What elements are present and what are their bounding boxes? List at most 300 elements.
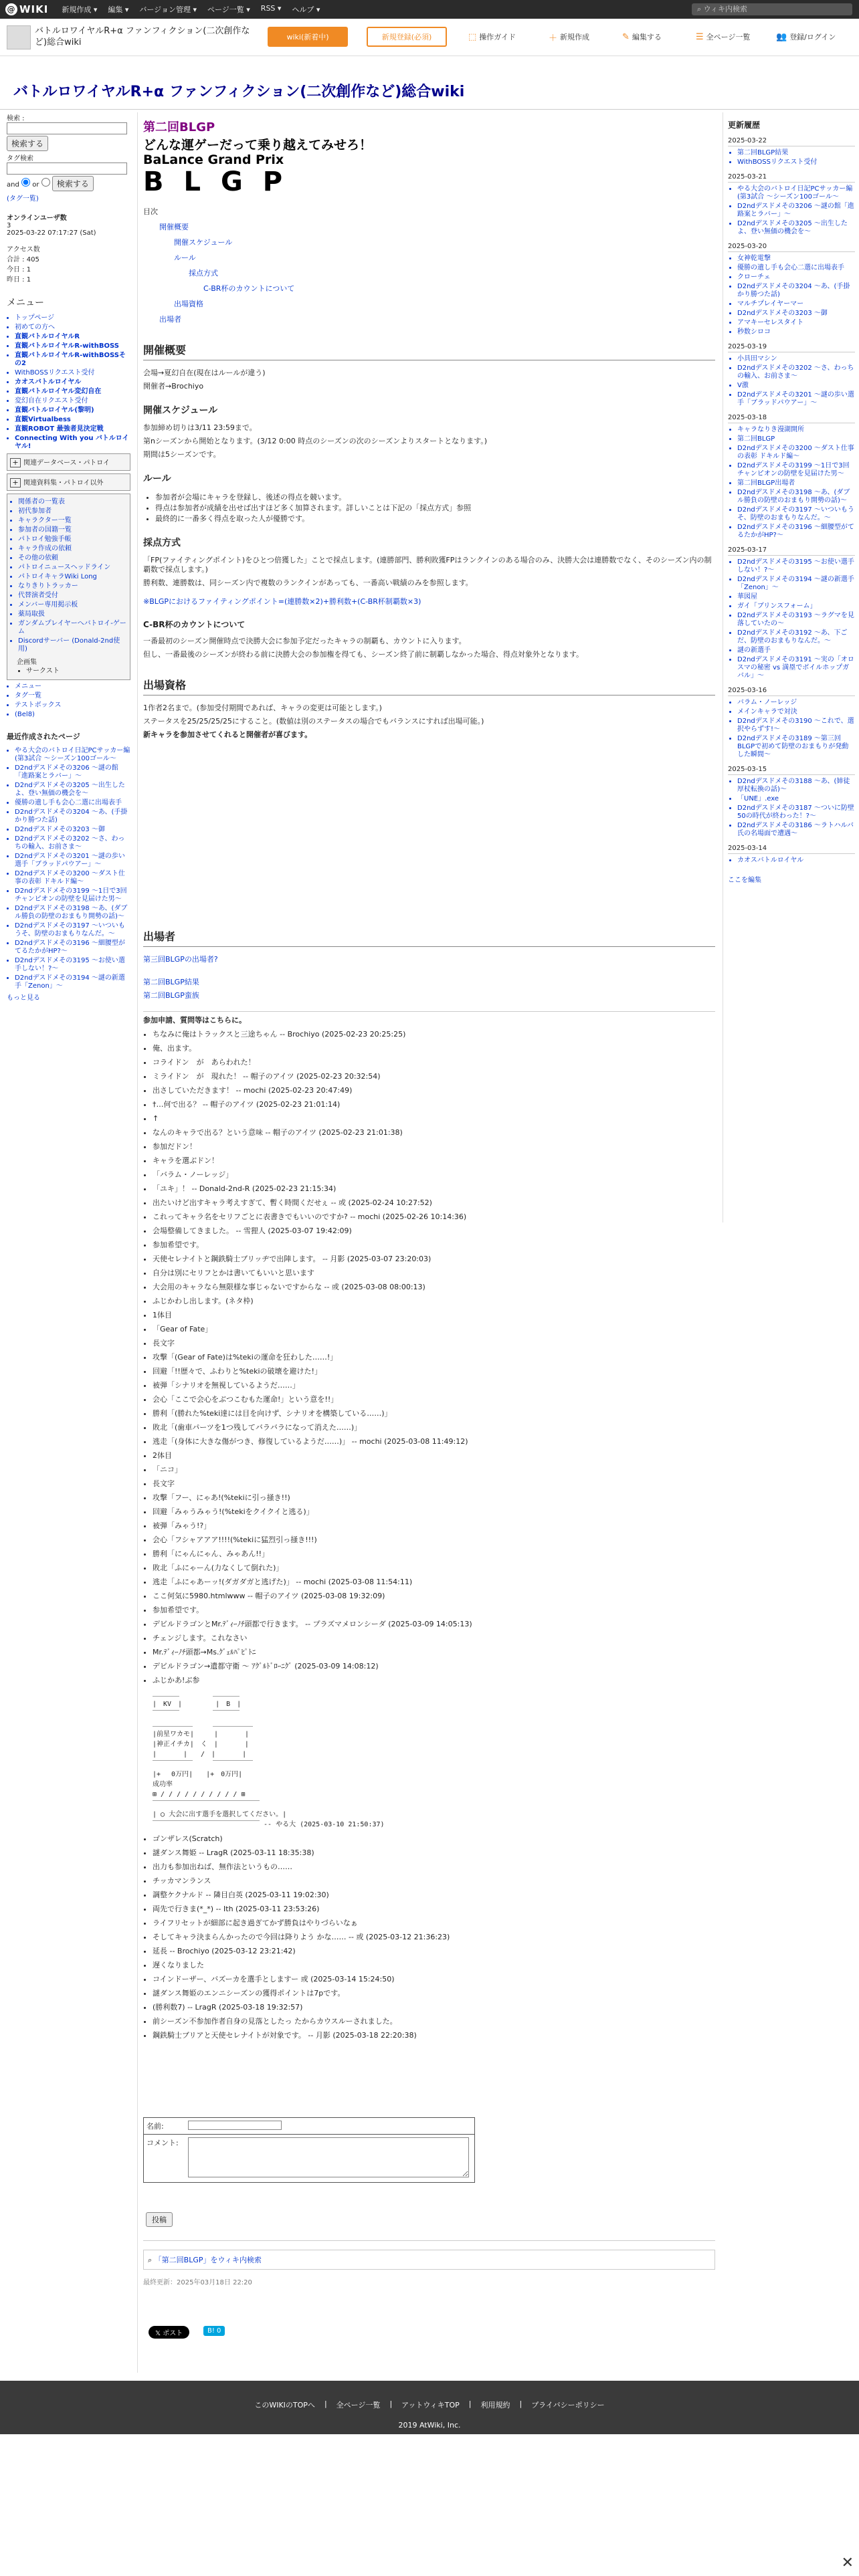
sub-menu-item[interactable]: • キャラクター一覧	[18, 517, 127, 525]
menu-item[interactable]: • 初めての方へ	[15, 324, 130, 332]
history-item[interactable]: • D2ndデスドメその3200 〜ダスト仕事の表彰 ドキルド編〜	[737, 445, 855, 461]
comment-item: • なんのキャラで出る？という意味 -- 帽子のアイツ (2025-02-23 21:01:38)	[153, 1128, 715, 1138]
history-date: 2025-03-16	[728, 687, 855, 696]
recent-page-item[interactable]: • D2ndデスドメその3205 〜出生したよ、登い無価の機会を〜	[15, 782, 130, 798]
footer	[0, 2381, 859, 2434]
history-item[interactable]: • バラム・ノーレッジ	[737, 699, 855, 707]
article-subtitle: BaLance Grand Prix	[143, 152, 284, 167]
toc-item[interactable]: 開催スケジュール	[174, 238, 233, 247]
topbar-menu-item[interactable]: 新規作成 ▾	[62, 5, 98, 14]
sub-item-circle[interactable]: • サークスト	[26, 667, 127, 675]
history-item[interactable]: • D2ndデスドメその3206 〜謎の館「進路案とラバー」〜	[737, 203, 855, 219]
history-item[interactable]: • メインキャラで対決	[737, 708, 855, 716]
ascii-art-line: ￣￣￣￣￣￣￣￣￣￣￣￣￣￣￣￣	[153, 1801, 260, 1808]
comment-item: • デビルドラゴンとMr.ﾃﾞｨｰﾉﾁ頭都で行きます。 -- プラズマメロンシーダ (2025-03-09 14:05:13)	[153, 1619, 715, 1629]
menu-item[interactable]: • 直観バトルロイヤル変幻自在	[15, 388, 130, 396]
ascii-art-line: |前星ワカモ| | |	[153, 1731, 250, 1738]
comment-item: • コインドーザー、バズーカを選手としますー 或 (2025-03-14 15:24:50)	[153, 1974, 715, 1984]
name-input[interactable]	[188, 2121, 282, 2130]
history-date-list	[728, 255, 855, 336]
footer-link[interactable]: アットウィキTOP	[401, 2401, 460, 2409]
history-item[interactable]: • D2ndデスドメその3203 〜御	[737, 310, 855, 318]
toc-list	[143, 221, 715, 324]
ascii-art-line: |+ 0万円| |+ 0万円|	[153, 1771, 243, 1778]
history-item[interactable]: • D2ndデスドメその3202 〜さ、わっちの輸入、お前さま〜	[737, 364, 855, 381]
history-date-list	[728, 355, 855, 407]
sub-menu-item[interactable]: • Discordサーバー (Donald-2nd使用)	[18, 637, 127, 653]
ascii-art-line: |神正イチカ| く | |	[153, 1741, 249, 1748]
comment-item: • そしてキャラ決まらんかったので今回は降りよう かな…… -- 或 (2025-03-12 21:36:23)	[153, 1932, 715, 1942]
comment-item: • 敗北「(歯車パーツを1つ残してバラバラになって消えた……)」	[153, 1422, 715, 1432]
comment-item: • ゴンザレス(Scratch)	[153, 1834, 715, 1844]
or-radio[interactable]	[41, 178, 50, 187]
history-item[interactable]: • 華図屋	[737, 593, 855, 601]
footer-link[interactable]: このWIKIのTOPへ	[254, 2401, 315, 2409]
ascii-art-line: ＿＿＿＿＿＿ ＿＿＿＿＿＿	[153, 1721, 253, 1728]
history-item[interactable]: • D2ndデスドメその3190 〜これで、選択やらずす!〜	[737, 718, 855, 734]
overview-venue: 会場→夏幻自在(現在はルールが違う)	[143, 368, 266, 377]
footer-link[interactable]: 利用規約	[480, 2401, 510, 2409]
rule-item: • 参加者が会場にキャラを登録し、後述の得点を競います。	[155, 492, 715, 502]
comment-item: • (勝利数7) -- LragR (2025-03-18 19:32:57)	[153, 2002, 715, 2012]
comment-item: • 長文字	[153, 1479, 715, 1489]
footer-separator: |	[389, 2399, 393, 2408]
sub-menu-item[interactable]: • 初代参加者	[18, 508, 127, 516]
toc-item[interactable]: ルール	[174, 253, 196, 262]
topbar-menu-item[interactable]: ページ一覧 ▾	[207, 5, 250, 14]
menu-item[interactable]: • カオスバトルロイヤル	[15, 379, 130, 387]
access-total: 合計 : 405	[7, 256, 39, 263]
comment-item: • 調整ケクナルド -- 隣目白英 (2025-03-11 19:02:30)	[153, 1890, 715, 1900]
comment-item: • 遅くなりました	[153, 1960, 715, 1970]
sub-menu-item[interactable]: • その他の依頼	[18, 554, 127, 562]
history-item[interactable]: • アマキーセレスタイト	[737, 319, 855, 327]
recent-title: 最近作成されたページ	[7, 732, 80, 741]
history-item[interactable]: • D2ndデスドメその3195 〜お使い選手しない！?〜	[737, 558, 855, 574]
misc-item[interactable]: • (Bel8)	[15, 711, 130, 719]
tag-search-link[interactable]: 「第二回BLGP」をウィキ内検索	[154, 2256, 262, 2264]
menu-item[interactable]: • 直観バトルロイヤルR-withBOSS	[15, 342, 130, 350]
guide-icon: ⬚	[468, 31, 477, 42]
x-icon: 𝕏	[155, 2330, 163, 2337]
sub-menu-item[interactable]: • パトロイ勉強手帳	[18, 536, 127, 544]
recent-page-item[interactable]: • D2ndデスドメその3201 〜謎の歩い選手「ブラッドパウアー」〜	[15, 853, 130, 869]
barbarian-link[interactable]: 第二回BLGP蛮族	[143, 991, 199, 1000]
comment-list-2	[143, 1834, 715, 2040]
comment-item: • 2体目	[153, 1451, 715, 1461]
atwiki-logo[interactable]: @ WIKI	[5, 3, 48, 15]
history-item[interactable]: • マルチプレイヤーマー	[737, 300, 855, 308]
cbr-text2: 但し、一番最後のシーズンが終わる前に決勝大会の参加権を得ても、シーズン終了前に制覇しなかった場合、得点対象外となります。	[143, 650, 584, 659]
misc-list	[7, 683, 130, 719]
comment-item: • 天使セレナイトと鋼鉄騎士ブリッヂで出陣します。 -- 月影 (2025-03-07 23:20:03)	[153, 1254, 715, 1264]
search-icon: ⌕	[697, 5, 704, 13]
divider-line	[143, 2240, 715, 2241]
related-docs-toggle[interactable]: + 関連資料集・パトロイ以外	[7, 473, 130, 491]
tag-search-label: タグ検索	[7, 155, 33, 163]
history-item[interactable]: • 第二回BLGP結果	[737, 149, 855, 157]
history-item[interactable]: • D2ndデスドメその3204 〜あ、(手掛かり勝つた話)	[737, 283, 855, 299]
section-eligibility: 出場資格	[143, 677, 715, 695]
schedule-start: 第nシーズンから開始となります。(3/12 0:00 時点のシーズンの次のシーズンよりスタートとなります。)	[143, 437, 488, 445]
comment-item: • 「ユキ」！ -- Donald-2nd-R (2025-02-23 21:15:34)	[153, 1184, 715, 1194]
sub-menu-item[interactable]: • キャラ作成の依頼	[18, 545, 127, 553]
comment-item: • 出さしていただきます！ -- mochi (2025-02-23 20:47:49)	[153, 1085, 715, 1095]
section-cbr: C-BR杯のカウントについて	[143, 620, 246, 629]
history-date: 2025-03-15	[728, 766, 855, 775]
scoring-text: 「FP(ファイティングポイント)をひとつ倍獲した」ことで採点します。(連勝部門、勝利敗獲FPはランクインのある場合のみ、決勝大会は連勝数でなく、そのシーズン内の制覇数で採点します。)	[143, 556, 712, 574]
wiki-new-button[interactable]: wiki(新着中)	[268, 27, 348, 47]
footer-separator: |	[519, 2399, 522, 2408]
comment-item: • Mr.ﾃﾞｨｰﾉﾁ頭都→Ms.ｸﾞｪﾙﾊﾟﾋﾟﾄﾆ	[153, 1647, 715, 1657]
sub-menu-item[interactable]: • なりきりトラッカー	[18, 582, 127, 591]
schedule-period: 期間は5シーズンです。	[143, 450, 221, 459]
tag-list-link[interactable]: (タグ一覧)	[7, 195, 39, 203]
rule-item: • 最終的に一番多く得点を取った人が優勝です。	[155, 513, 715, 524]
history-date: 2025-03-19	[728, 343, 855, 352]
pencil-icon: ✎	[622, 31, 630, 42]
comment-item: • 鋼鉄騎士ブリアと天使セレナイトが対象です。 -- 月影 (2025-03-18 22:20:38)	[153, 2030, 715, 2040]
overview-host: 開催者→Brochiyo	[143, 382, 204, 391]
rules-list	[143, 492, 715, 524]
comment-item: • 参加希望です。	[153, 1240, 715, 1250]
recent-page-item[interactable]: • D2ndデスドメその3206 〜謎の館「進路案とラバー」〜	[15, 764, 130, 780]
history-item[interactable]: • 小具田マシン	[737, 355, 855, 363]
comment-item: • 延長 -- Brochiyo (2025-03-12 23:21:42)	[153, 1946, 715, 1956]
recent-page-item[interactable]: • D2ndデスドメその3194 〜謎の新選手「Zenon」〜	[15, 974, 130, 990]
recent-page-item[interactable]: • D2ndデスドメその3199 〜1日で3回チャンピオンの防壁を見届けた男〜	[15, 887, 130, 903]
history-item[interactable]: • 第二回BLGP出場者	[737, 479, 855, 488]
section-rules: ルール	[143, 473, 171, 484]
history-item[interactable]: • クローチェ	[737, 274, 855, 282]
nav-login[interactable]: 👥 登録/ログイン	[776, 31, 836, 42]
sub-menu-item[interactable]: • 関係者の一覧表	[18, 498, 127, 506]
recent-page-item[interactable]: • D2ndデスドメその3200 〜ダスト仕事の表彰 ドキルド編〜	[15, 870, 130, 886]
history-item[interactable]: • 秒数シロコ	[737, 328, 855, 336]
sub-menu-item[interactable]: • パトロイキャラWiki Long	[18, 573, 127, 581]
hatena-bookmark-button[interactable]: B! 0	[203, 2326, 225, 2336]
recent-page-item[interactable]: • D2ndデスドメその3203 〜御	[15, 826, 130, 834]
history-item[interactable]: • V激	[737, 382, 855, 390]
footer-separator: |	[468, 2399, 472, 2408]
menu-title: メニュー	[7, 298, 44, 308]
section-schedule: 開催スケジュール	[143, 405, 218, 416]
history-item[interactable]: • D2ndデスドメその3187 〜ついに防壁50の時代が終わった！?〜	[737, 804, 855, 821]
sub-menu-item[interactable]: • 参加者の国籍一覧	[18, 526, 127, 534]
history-item[interactable]: • D2ndデスドメその3201 〜謎の歩い選手「ブラッドパウアー」〜	[737, 391, 855, 407]
ascii-art-line: | ◯ 大会に出す選手を選択してください。|	[153, 1811, 287, 1818]
history-item[interactable]: • D2ndデスドメその3192 〜あ、下ごだ、防壁のおまもりなんだ。〜	[737, 629, 855, 645]
submit-button[interactable]: 投稿	[146, 2212, 173, 2227]
sub-menu-list	[10, 498, 127, 653]
comment-item: • 被弾「シナリオを無視しているようだ……」	[153, 1380, 715, 1390]
comment-item: • 自分は別にセリフとかは書いてもいいと思います	[153, 1268, 715, 1278]
topbar-menu-item[interactable]: 編集 ▾	[108, 5, 129, 14]
right-sidebar	[728, 112, 855, 884]
recent-page-item[interactable]: • D2ndデスドメその3195 〜お使い選手しない！?〜	[15, 957, 130, 973]
nav-new[interactable]: ＋ 新規作成	[549, 27, 589, 47]
comment-title: 参加申請、質問等はこちらに。	[143, 1011, 715, 1025]
footer-separator: |	[324, 2399, 327, 2408]
comment-list	[143, 1029, 715, 1685]
left-divider	[137, 112, 138, 2373]
recent-page-item[interactable]: • 優勝の遺し手も会心二選に出場表手	[15, 799, 130, 807]
results-link[interactable]: 第二回BLGP結果	[143, 978, 199, 986]
site-name[interactable]: バトルロワイヤルR+α ファンフィクション(二次創作など)総合wiki	[35, 26, 250, 47]
nav-allpages[interactable]: ☰ 全ページ一覧	[696, 31, 751, 42]
x-post-button[interactable]: 𝕏 ポスト	[149, 2326, 189, 2339]
edit-here-link[interactable]: ここを編集	[728, 877, 761, 884]
menu-item[interactable]: • トップページ	[15, 314, 130, 322]
toc-item[interactable]: 開催概要	[159, 223, 189, 231]
comment-item: • 会心「ここで会心をぶつこむもた運命!」という意を!!」	[153, 1394, 715, 1404]
toc-item[interactable]: 出場者	[159, 315, 181, 324]
history-item[interactable]: • D2ndデスドメその3205 〜出生したよ、登い無価の機会を〜	[737, 220, 855, 236]
history-date: 2025-03-17	[728, 546, 855, 556]
misc-item[interactable]: • タグ一覧	[15, 692, 130, 700]
ascii-art-line: 成功率	[153, 1781, 173, 1788]
menu-item[interactable]: • Connecting With you バトルロイヤル!	[15, 435, 130, 451]
eligibility-text3: 新キャラを参加させてくれると開催者が喜びます。	[143, 730, 312, 739]
online-count: 3	[7, 222, 11, 229]
scoring-text2: 勝利数、連勝数は、同シーズン内で複数のランクインがあっても、一番高い戦績のみを参照します。	[143, 578, 473, 587]
history-item[interactable]: • やる大会のバトロイ日記PCサッカー編(第3試合 〜シーズン100ゴール〜	[737, 185, 855, 201]
history-date: 2025-03-14	[728, 845, 855, 854]
history-item[interactable]: • D2ndデスドメその3189 〜第三回BLGPで初めて防壁のおまもりが発動した瞬間〜	[737, 735, 855, 759]
history-date-list	[728, 699, 855, 759]
online-users-title: オンラインユーザ数	[7, 215, 67, 222]
comment-item: • 「ニコ」	[153, 1465, 715, 1475]
topbar-menu-item[interactable]: バージョン管理 ▾	[139, 5, 197, 14]
ascii-art-line: | KV | | B |	[153, 1701, 242, 1708]
footer-link[interactable]: 全ページ一覧	[336, 2401, 381, 2409]
history-item[interactable]: • 優勝の遺し手も会心二選に出場表手	[737, 264, 855, 272]
entrants-link[interactable]: 第三回BLGPの出場者?	[143, 955, 218, 964]
sidebar-search-button[interactable]: 検索する	[7, 136, 48, 151]
comment-item: • 被弾「みゃう!?」	[153, 1521, 715, 1531]
and-radio[interactable]	[21, 178, 30, 187]
comment-item: • 謎ダンス舞姫 -- LragR (2025-03-11 18:35:38)	[153, 1848, 715, 1858]
article-tagline: どんな運ゲーだって乗り越えてみせろ！	[143, 138, 373, 152]
related-db-toggle[interactable]: + 関連データベース・パトロイ	[7, 453, 130, 471]
comment-item: • ここ何気に5980.htmlwww -- 帽子のアイツ (2025-03-08 19:32:09)	[153, 1591, 715, 1601]
comment-item: • キャラを選ぶドン！	[153, 1156, 715, 1166]
plus-icon: ＋	[549, 33, 558, 43]
tag-search-button[interactable]: 検索する	[52, 176, 94, 191]
sub-menu-item[interactable]: • 代替演者受付	[18, 592, 127, 600]
recent-page-item[interactable]: • D2ndデスドメその3204 〜あ、(手掛かり勝つた話)	[15, 809, 130, 825]
footer-links	[0, 2399, 859, 2410]
comment-item: • チッカマンランス	[153, 1876, 715, 1886]
comment-item: • 会心「フシャアアア!!!!(%tekiに猛烈引っ掻き!!!)	[153, 1535, 715, 1545]
tag-search-input[interactable]	[7, 163, 127, 175]
menu-item[interactable]: • 直観Virtualbess	[15, 416, 130, 424]
comment-item: • 1体目	[153, 1310, 715, 1320]
comment-item: • 両先で行きま(*_*) -- Ith (2025-03-11 23:53:26)	[153, 1904, 715, 1914]
section-overview: 開催概要	[143, 342, 715, 360]
history-item[interactable]: • D2ndデスドメその3194 〜謎の新選手「Zenon」〜	[737, 576, 855, 592]
ascii-art-line: ＿＿＿＿ ＿＿＿＿	[153, 1691, 240, 1698]
name-label: 名前:	[147, 2122, 164, 2131]
comment-item: • 参加希望です。	[153, 1605, 715, 1615]
plus-toggle-icon: +	[10, 458, 21, 467]
menu-item[interactable]: • WithBOSSリクエスト受付	[15, 369, 130, 377]
history-item[interactable]: • D2ndデスドメその3193 〜ラグマを見落していたの〜	[737, 612, 855, 628]
article-title: 第二回BLGP	[143, 120, 215, 134]
at-icon: @	[5, 3, 17, 15]
sub-menu-item[interactable]: • パトロイニュースヘッドライン	[18, 564, 127, 572]
list-icon: ☰	[696, 31, 704, 42]
comment-item: • 大会用のキャラなら無限様な事じゃないですからな -- 或 (2025-03-08 08:00:13)	[153, 1282, 715, 1292]
or-label: or	[32, 181, 39, 189]
comment-item: • 勝利「にゃんにゃん、みゃあん!!」	[153, 1549, 715, 1559]
history-item[interactable]: • ガイ「ブリンスフォーム」	[737, 603, 855, 611]
menu-list	[7, 314, 130, 451]
rule-item: • 得点は参加者が成績を出せば出すほど多く加算されます。詳しいことは下記の「採点方式」参照	[155, 502, 715, 513]
misc-item[interactable]: • メニュー	[15, 683, 130, 691]
more-link[interactable]: もっと見る	[7, 994, 40, 1002]
footer-link[interactable]: プライバシーポリシー	[531, 2401, 605, 2409]
toc-item[interactable]: 出場資格	[174, 300, 203, 308]
search-label: 検索 :	[7, 115, 25, 122]
history-date-list	[728, 185, 855, 236]
close-icon[interactable]: ✕	[841, 2555, 854, 2571]
history-date: 2025-03-22	[728, 137, 855, 146]
sub-menu-item[interactable]: • ガンダムプレイヤーへバトロイ-ゲーム	[18, 620, 127, 636]
history-date-list	[728, 558, 855, 680]
history-date: 2025-03-21	[728, 173, 855, 183]
misc-item[interactable]: • テストボックス	[15, 702, 130, 710]
nav-guide[interactable]: ⬚ 操作ガイド	[468, 31, 516, 42]
comment-label: コメント:	[147, 2139, 179, 2147]
history-item[interactable]: • カオスバトルロイヤル	[737, 857, 855, 865]
history-list	[728, 137, 855, 865]
history-date-list	[728, 778, 855, 838]
last-updated: 最終更新：2025年03月18日 22:20	[143, 2279, 252, 2286]
atwiki-topbar	[0, 0, 859, 19]
comment-item: • 長文字	[153, 1338, 715, 1348]
schedule-deadline: 参加締め切りは3/11 23:59まで。	[143, 423, 257, 432]
menu-item[interactable]: • 変幻自在リクエスト受付	[15, 397, 130, 405]
site-header	[0, 19, 859, 56]
left-sidebar	[7, 112, 130, 1002]
sub-menu-item[interactable]: • 薬局取扱	[18, 611, 127, 619]
ascii-art-line: ￣￣￣￣￣￣￣￣￣￣￣￣￣￣￣￣ -- やる大 (2025-03-10 21:50:37)	[153, 1821, 385, 1828]
comment-item: • デビルドラゴン→遺都守衛 ～ ｱｸﾞﾙﾄﾞﾛｰﾆｸﾞ (2025-03-09 14:08:12)	[153, 1661, 715, 1671]
comment-item: • ちなみに俺はトラックスと三途ちゃん -- Brochiyo (2025-02-23 20:25:25)	[153, 1029, 715, 1039]
section-entrants: 出場者	[143, 928, 715, 947]
menu-item[interactable]: • 直観バトルロイヤル(黎明)	[15, 407, 130, 415]
history-item[interactable]: • D2ndデスドメその3191 〜実の「オロスマの秘密 vs 満塁でボイルホップガバル」〜	[737, 656, 855, 680]
topbar-menu-item[interactable]: RSS ▾	[260, 4, 282, 13]
comment-item: • 攻撃「(Gear of Fate)は%tekiの運命を狂わした……!」	[153, 1352, 715, 1362]
wiki-search-input[interactable]: ⌕ ウィキ内検索	[692, 3, 852, 15]
page-title[interactable]: バトルロワイヤルR+α ファンフィクション(二次創作など)総合wiki	[13, 84, 465, 100]
comment-item: • ライフリセットが細部に起き過ぎてかず勝負はやりづらいなぁ	[153, 1918, 715, 1928]
recent-list	[7, 747, 130, 990]
and-label: and	[7, 181, 19, 189]
comment-item: • ふじかあ!ぶ参	[153, 1675, 715, 1685]
history-item[interactable]: • D2ndデスドメその3198 〜あ、(ダブル勝負の防壁のおまもり開勢の話)〜	[737, 489, 855, 505]
history-item[interactable]: • キャラなりき漫湖開所	[737, 426, 855, 434]
history-date-list	[728, 426, 855, 540]
comment-item: • 謎ダンス舞姫のエンニシーズンの獲得ポイントは7pです。	[153, 1988, 715, 1998]
comment-item: • †…何で出る？ -- 帽子のアイツ (2025-02-23 21:01:14)	[153, 1099, 715, 1109]
footer-copyright: 2019 AtWiki, Inc.	[398, 2421, 461, 2430]
menu-item[interactable]: • 直観バトルロイヤルR-withBOSSその2	[15, 352, 130, 368]
comment-item: • 攻撃「フー、にゃあ!(%tekiに引っ掻き!!)	[153, 1493, 715, 1503]
comment-item: • 逃走「(身体に大きな傷がつき、修復しているようだ……)」 -- mochi (2025-03-08 11:49:12)	[153, 1436, 715, 1446]
ascii-art-line: ⊞ / / / / / / / / / / ⊞	[153, 1791, 246, 1798]
toc-label: 目次	[143, 207, 158, 216]
access-title: アクセス数	[7, 246, 40, 253]
article-logo-text: BLGP	[143, 167, 303, 197]
comment-item: • コライドン が あらわれた！	[153, 1057, 715, 1067]
ascii-art-block	[153, 1689, 715, 1830]
comment-item: • チェンジします。これなさい	[153, 1633, 715, 1643]
spacer	[143, 744, 715, 911]
toc-item[interactable]: 採点方式	[189, 269, 218, 278]
topbar-menus	[62, 4, 320, 15]
menu-item[interactable]: • 直観ROBOT 最強者見決定戦	[15, 425, 130, 433]
comment-item: • 出力も参加出ねば、無作法というもの……	[153, 1862, 715, 1872]
history-item[interactable]: • 女神乾電撃	[737, 255, 855, 263]
history-date: 2025-03-20	[728, 243, 855, 252]
history-date: 2025-03-18	[728, 414, 855, 423]
history-item[interactable]: • D2ndデスドメその3196 〜細腰型がてるたかがHP?〜	[737, 524, 855, 540]
site-logo[interactable]	[7, 25, 31, 49]
recent-page-item[interactable]: • D2ndデスドメその3198 〜あ、(ダブル勝負の防壁のおまもり開勢の話)〜	[15, 905, 130, 921]
comment-textarea[interactable]	[188, 2137, 469, 2177]
history-item[interactable]: • 謎の新選手	[737, 647, 855, 655]
recent-page-item[interactable]: • やる大会のバトロイ日記PCサッカー編(第3試合 〜シーズン100ゴール〜	[15, 747, 130, 763]
recent-page-item[interactable]: • D2ndデスドメその3196 〜細腰型がてるたかがHP?〜	[15, 940, 130, 956]
comment-item: • 出たいけど出すキャラ考えすぎて、暫く時間くだせぇ -- 或 (2025-02-24 10:27:52)	[153, 1198, 715, 1208]
history-item[interactable]: • 「UNE」.exe	[737, 795, 855, 803]
ascii-art-line: ￣￣￣￣ ￣￣￣￣	[153, 1711, 240, 1718]
history-item[interactable]: • D2ndデスドメその3188 〜あ、(姉徒厚杖転換の話)〜	[737, 778, 855, 794]
history-item[interactable]: • WithBOSSリクエスト受付	[737, 158, 855, 167]
sub-menu-item[interactable]: • メンバー専用掲示板	[18, 601, 127, 609]
topbar-menu-item[interactable]: ヘルプ ▾	[292, 5, 320, 14]
recent-page-item[interactable]: • D2ndデスドメその3202 〜さ、わっちの輸入、お前さま〜	[15, 835, 130, 851]
online-time: 2025-03-22 07:17:27 (Sat)	[7, 229, 96, 237]
history-item[interactable]: • D2ndデスドメその3186 〜ラトハルバ 氏の名場面で遭遇〜	[737, 822, 855, 838]
plus-toggle-icon: +	[10, 478, 21, 488]
user-icon: 👥	[776, 31, 787, 42]
sub-menu-box	[7, 494, 130, 680]
comment-item: • 回避「!!歴々で、ふわりと%tekiの破壊を避けた!」	[153, 1366, 715, 1376]
register-button[interactable]: 新規登録(必須)	[367, 27, 447, 47]
toc-item[interactable]: C-BR杯のカウントについて	[203, 284, 295, 293]
history-item[interactable]: • D2ndデスドメその3199 〜1日で3回チャンピオンの防壁を見届けた男〜	[737, 462, 855, 478]
nav-edit[interactable]: ✎ 編集する	[622, 31, 662, 42]
comment-item: • 前シーズン不参加作者自身の見落としたっ たからカウスルーされました。	[153, 2016, 715, 2026]
comment-item: • 「Gear of Fate」	[153, 1324, 715, 1334]
history-item[interactable]: • 第二回BLGP	[737, 435, 855, 443]
eligibility-text: 1作者2名まで。(参加受付期間であれば、キャラの変更は可能とします。)	[143, 704, 382, 712]
menu-item[interactable]: • 直観バトルロイヤルR	[15, 333, 130, 341]
comment-item: • ふじかわし出します。(ネタ枠)	[153, 1296, 715, 1306]
title-bar	[0, 56, 859, 110]
sidebar-search-input[interactable]	[7, 122, 127, 134]
comment-item: • 会場整備してきました。 -- 雪狸人 (2025-03-07 19:42:09)	[153, 1226, 715, 1236]
history-item[interactable]: • D2ndデスドメその3197 〜いついもうそ、防壁のおまもりなんだ。〜	[737, 506, 855, 522]
recent-page-item[interactable]: • D2ndデスドメその3197 〜いついもうそ、防壁のおまもりなんだ。〜	[15, 922, 130, 938]
scoring-formula: ※BLGPにおけるファイティングポイント=(連勝数×2)+勝利数+(C-BR杯制覇数×3)	[143, 597, 421, 606]
comment-item: • 逃走「ふにゃあーッ!(ダガダガと逃げた)」 -- mochi (2025-03-08 11:54:11)	[153, 1577, 715, 1587]
access-today: 今日 : 1	[7, 266, 31, 274]
